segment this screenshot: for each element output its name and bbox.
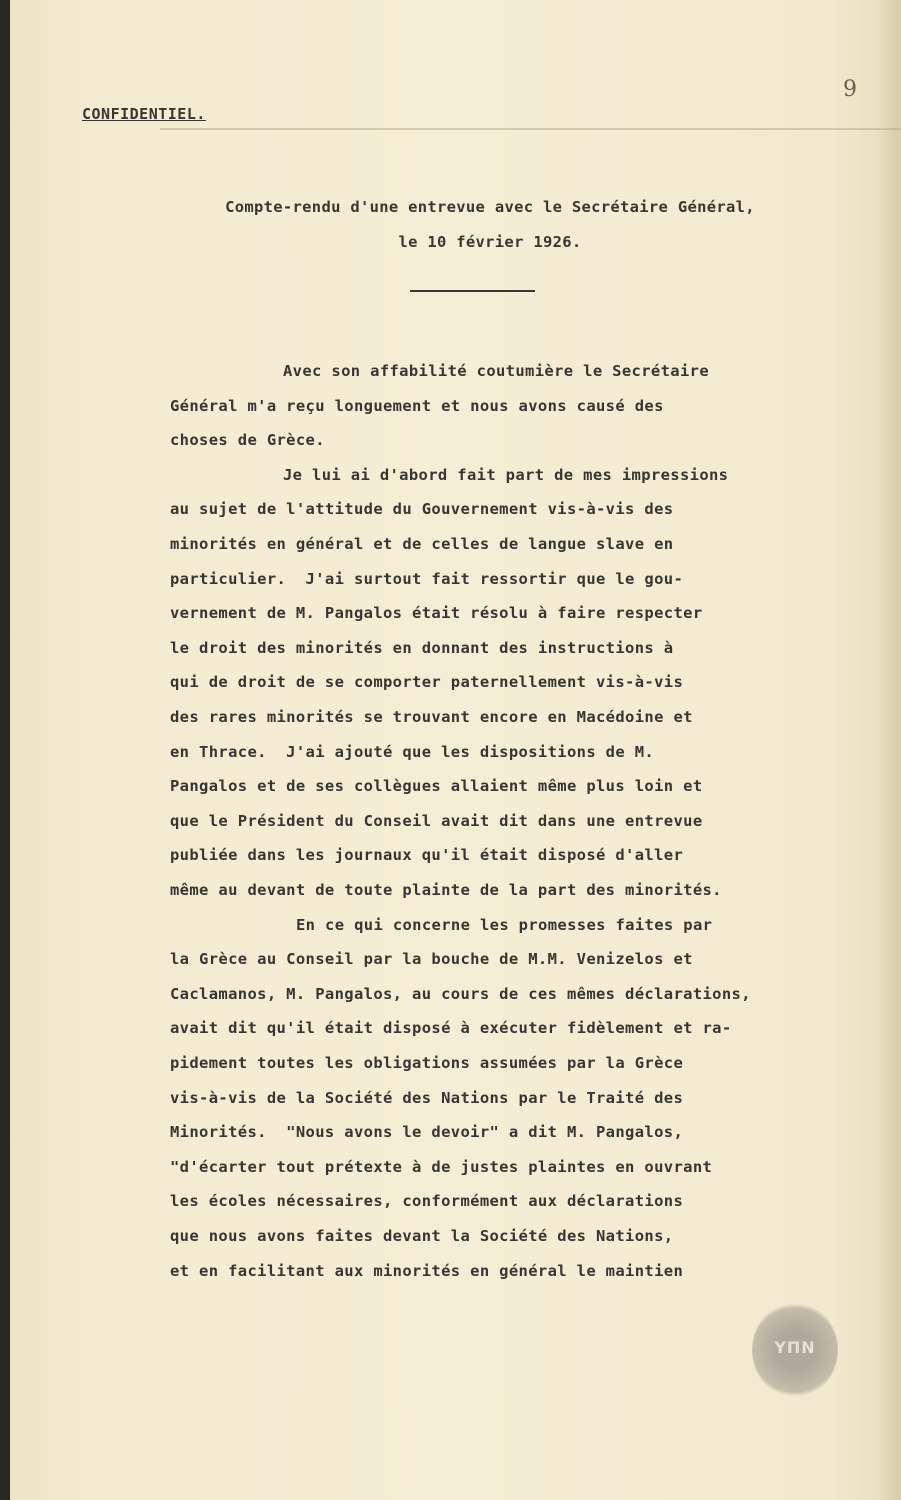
body-line: vernement de M. Pangalos était résolu à faire respecter [170, 604, 703, 622]
body-line: même au devant de toute plainte de la part des minorités. [170, 881, 722, 899]
page-number: 9 [843, 77, 857, 102]
body-line: "d'écarter tout prétexte à de justes plaintes en ouvrant [170, 1158, 713, 1176]
body-line: et en facilitant aux minorités en général le maintien [170, 1262, 684, 1280]
body-line: que le Président du Conseil avait dit dans une entrevue [170, 812, 703, 830]
document-title-line-1: Compte-rendu d'une entrevue avec le Secrétaire Général, [225, 198, 755, 216]
title-separator-rule [410, 290, 535, 292]
body-line: vis-à-vis de la Société des Nations par le Traité des [170, 1089, 684, 1107]
paper-fold-line [160, 128, 901, 130]
body-line: Pangalos et de ses collègues allaient même plus loin et [170, 777, 703, 795]
body-line: choses de Grèce. [170, 431, 325, 449]
body-line: particulier. J'ai surtout fait ressortir que le gou- [170, 570, 684, 588]
body-line: des rares minorités se trouvant encore en Macédoine et [170, 708, 693, 726]
archive-stamp [752, 1302, 838, 1398]
body-line: Je lui ai d'abord fait part de mes impressions [283, 466, 729, 484]
body-line: publiée dans les journaux qu'il était disposé d'aller [170, 846, 684, 864]
body-line: Général m'a reçu longuement et nous avons causé des [170, 397, 664, 415]
paper-edge-shadow [878, 0, 901, 1500]
body-line: avait dit qu'il était disposé à exécuter fidèlement et ra- [170, 1019, 732, 1037]
document-title-line-2: le 10 février 1926. [398, 233, 582, 251]
body-line: Avec son affabilité coutumière le Secrétaire [283, 362, 709, 380]
archive-stamp-text: ΥΠΝ [774, 1338, 816, 1357]
body-line: la Grèce au Conseil par la bouche de M.M. Venizelos et [170, 950, 693, 968]
classification-label: CONFIDENTIEL. [82, 105, 206, 123]
body-line: Caclamanos, M. Pangalos, au cours de ces mêmes déclarations, [170, 985, 751, 1003]
body-line: le droit des minorités en donnant des instructions à [170, 639, 674, 657]
body-line: au sujet de l'attitude du Gouvernement vis-à-vis des [170, 500, 674, 518]
body-line: minorités en général et de celles de langue slave en [170, 535, 674, 553]
body-line: en Thrace. J'ai ajouté que les dispositions de M. [170, 743, 655, 761]
body-line: pidement toutes les obligations assumées par la Grèce [170, 1054, 684, 1072]
body-line: qui de droit de se comporter paternellement vis-à-vis [170, 673, 684, 691]
body-line: Minorités. "Nous avons le devoir" a dit M. Pangalos, [170, 1123, 684, 1141]
body-line: En ce qui concerne les promesses faites par [296, 916, 713, 934]
body-line: que nous avons faites devant la Société des Nations, [170, 1227, 674, 1245]
body-line: les écoles nécessaires, conformément aux déclarations [170, 1192, 684, 1210]
